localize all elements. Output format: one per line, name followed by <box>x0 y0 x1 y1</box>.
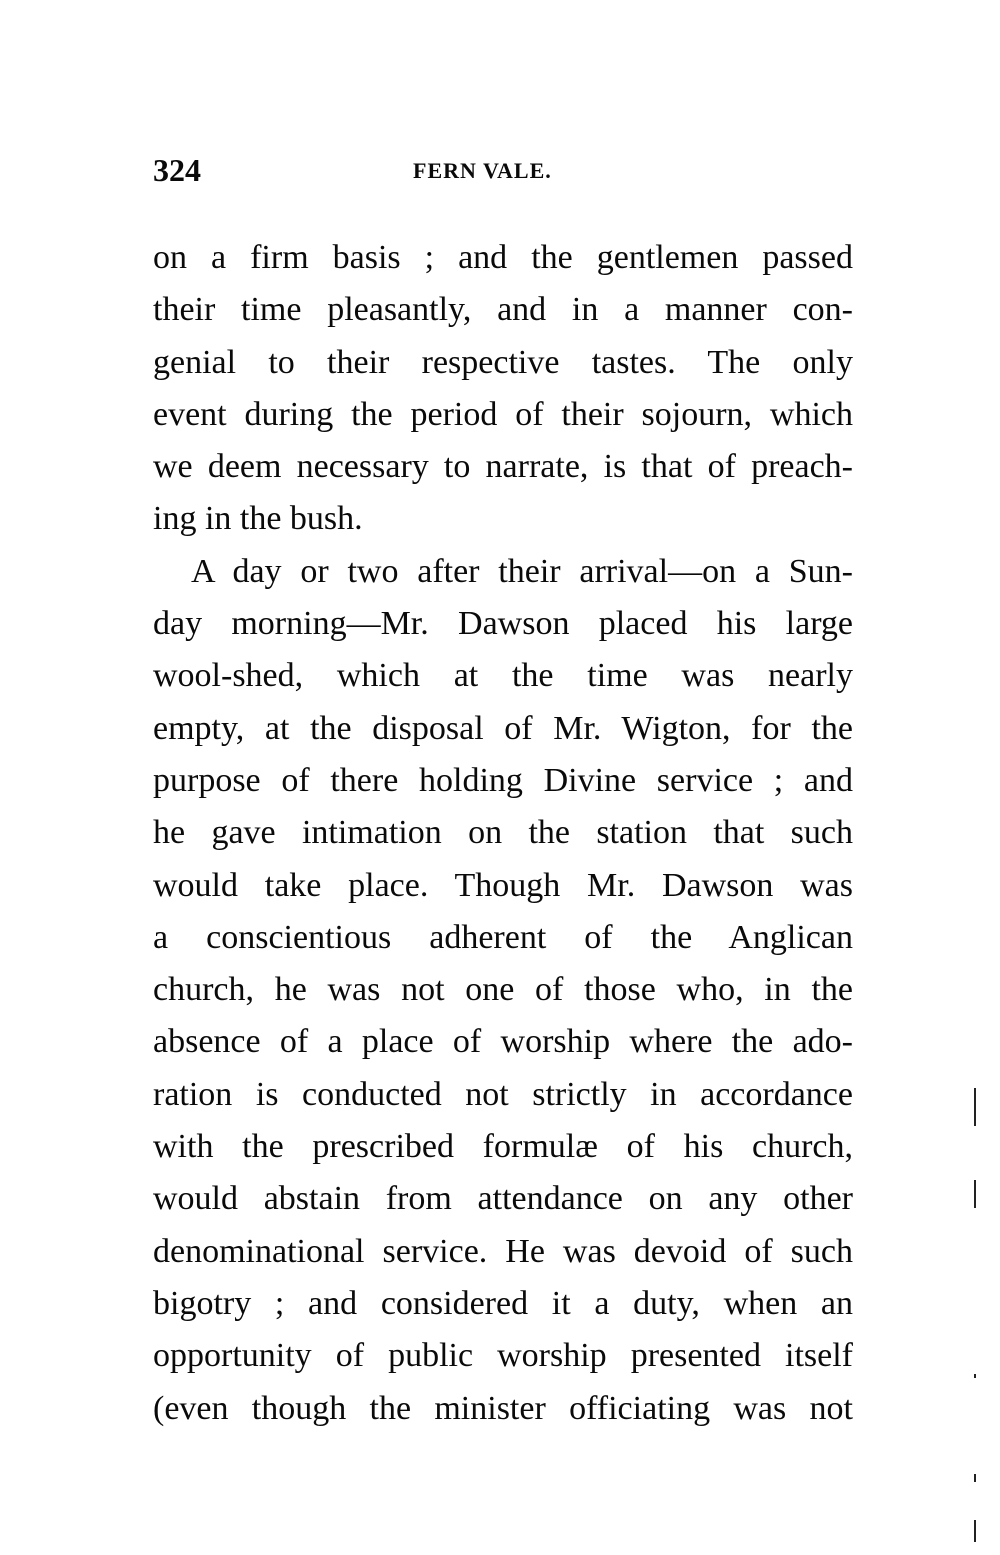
text-line: ration is conducted not strictly in accordance <box>153 1075 853 1113</box>
text-line: bigotry ; and considered it a duty, when an <box>153 1284 853 1322</box>
page-number: 324 <box>153 152 201 188</box>
text-line: day morning—Mr. Dawson placed his large <box>153 605 853 643</box>
text-line: denominational service. He was devoid of such <box>153 1232 853 1270</box>
scan-margin-mark <box>974 1374 976 1378</box>
text-line: he gave intimation on the station that such <box>153 814 853 852</box>
text-line: their time pleasantly, and in a manner con- <box>153 291 853 329</box>
paragraph <box>153 546 853 1435</box>
scan-margin-mark <box>974 1520 976 1542</box>
text-line: genial to their respective tastes. The only <box>153 343 853 381</box>
scan-margin-mark <box>974 1180 976 1208</box>
scan-margin-mark <box>974 1088 976 1126</box>
scan-margin-mark <box>974 1474 976 1482</box>
text-line: we deem necessary to narrate, is that of preach- <box>153 448 853 486</box>
text-line: would abstain from attendance on any other <box>153 1180 853 1218</box>
text-line: on a firm basis ; and the gentlemen passed <box>153 239 853 276</box>
text-line: event during the period of their sojourn, which <box>153 395 853 433</box>
running-title: FERN VALE. <box>413 158 552 183</box>
text-line: would take place. Though Mr. Dawson was <box>153 866 853 904</box>
text-line: (even though the minister officiating was not <box>153 1389 853 1427</box>
text-line: empty, at the disposal of Mr. Wigton, for the <box>153 709 853 747</box>
text-line: absence of a place of worship where the ado- <box>153 1023 853 1061</box>
text-line: ing in the bush. <box>153 500 363 538</box>
text-line: opportunity of public worship presented itself <box>153 1337 853 1375</box>
text-line: a conscientious adherent of the Anglican <box>153 918 853 956</box>
body-text <box>153 232 853 1435</box>
text-line: A day or two after their arrival—on a Sun- <box>191 552 853 590</box>
text-line: wool-shed, which at the time was nearly <box>153 657 853 695</box>
text-line: purpose of there holding Divine service ; and <box>153 761 853 799</box>
text-line: with the prescribed formulæ of his church, <box>153 1128 853 1166</box>
paragraph <box>153 232 853 546</box>
text-line: church, he was not one of those who, in the <box>153 971 853 1009</box>
